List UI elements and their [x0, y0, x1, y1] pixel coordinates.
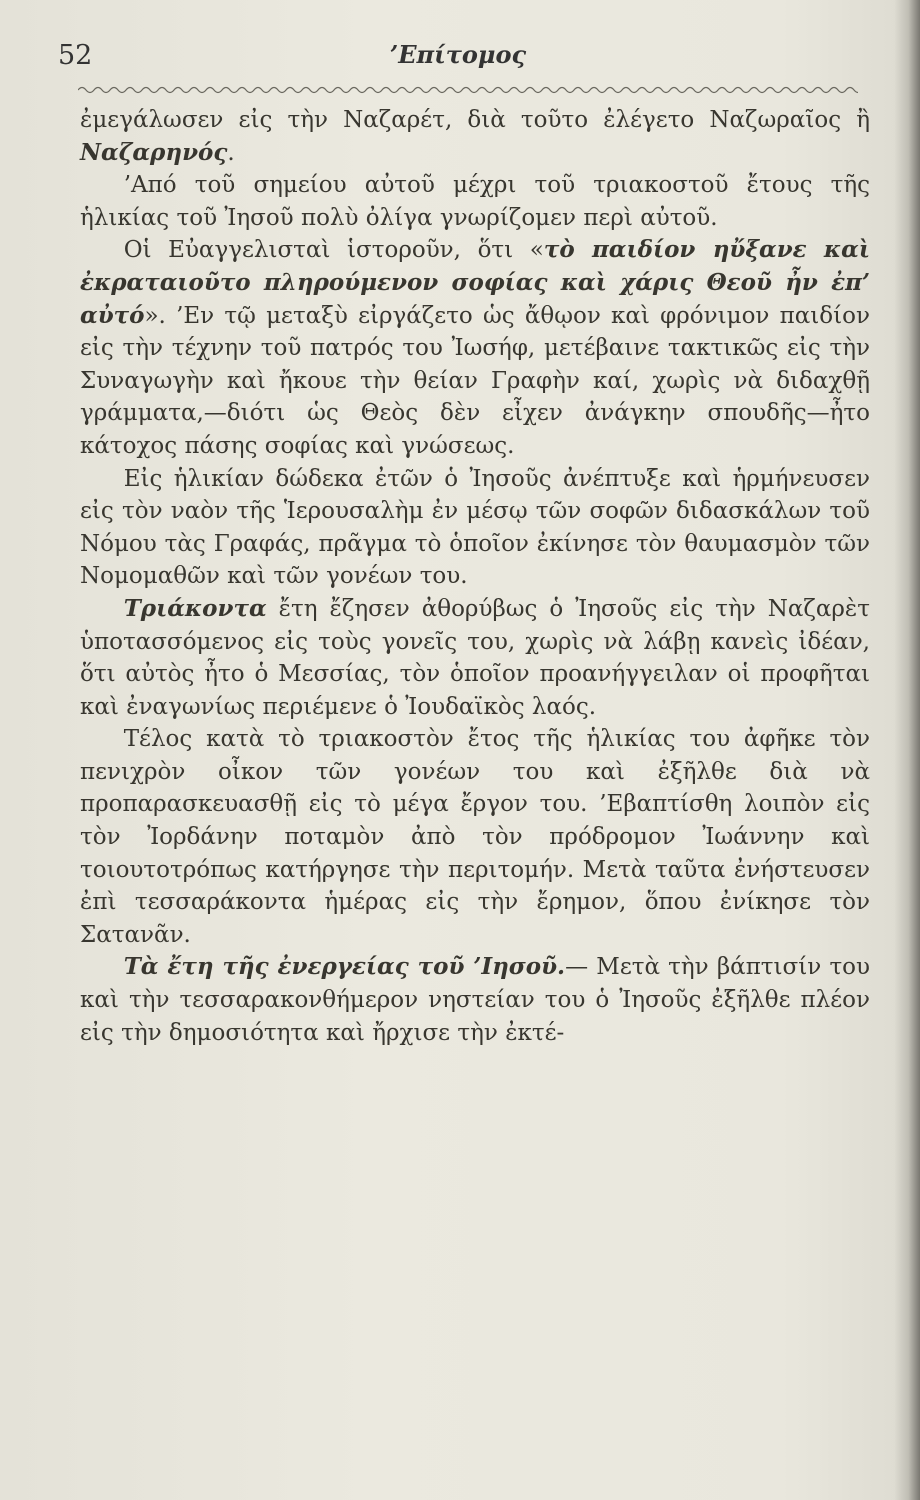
section-heading: Τὰ ἔτη τῆς ἐνεργείας τοῦ ’Ιησοῦ. [123, 953, 566, 981]
paragraph: Εἰς ἡλικίαν δώδεκα ἐτῶν ὁ Ἰησοῦς ἀνέπτυξε καὶ ἡρμήνευσεν εἰς τὸν ναὸν τῆς Ἱερουσαλὴμ ἐν μέσῳ τῶν σοφῶν διδασκάλων τοῦ Νόμου τὰς Γραφάς, πρᾶγμα τὸ ὁποῖον ἐκίνησε τὸν θαυμασμὸν τῶν Νομομαθῶν καὶ τῶν γονέων του. [80, 465, 870, 590]
paragraph: Οἱ Εὐαγγελισταὶ ἱστοροῦν, ὅτι «τὸ παιδίον ηὔξανε καὶ ἐκραταιοῦτο πληρούμενον σοφίας καὶ χάρις Θεοῦ ἦν ἐπ’ αὐτό». ’Εν τῷ μεταξὺ εἰργάζετο ὡς ἄθῳον καὶ φρόνιμον παιδίον εἰς τὴν τέχνην τοῦ πατρός του Ἰωσήφ, μετέβαινε τακτικῶς εἰς τὴν Συναγωγὴν καὶ ἤκουε τὴν θείαν Γραφὴν καί, χωρὶς νὰ διδαχθῇ γράμματα,—διότι ὡς Θεὸς δὲν εἶχεν ἀνάγκην σπουδῆς—ἦτο κάτοχος πάσης σοφίας καὶ γνώσεως. [80, 236, 870, 459]
paragraph: ’Από τοῦ σημείου αὐτοῦ μέχρι τοῦ τριακοστοῦ ἔτους τῆς ἡλικίας τοῦ Ἰησοῦ πολὺ ὀλίγα γνωρίζομεν περὶ αὐτοῦ. [80, 172, 870, 231]
emphasized-text: Τριάκοντα [123, 594, 267, 622]
spine-shadow [894, 0, 920, 1500]
page-header [58, 38, 858, 78]
paragraph: Τὰ ἔτη τῆς ἐνεργείας τοῦ ’Ιησοῦ.— Μετὰ τὴν βάπτισίν του καὶ τὴν τεσσαρακονθήμερον νηστείαν του ὁ Ἰησοῦς ἐξῆλθε πλέον εἰς τὴν δημοσιότητα καὶ ἤρχισε τὴν ἐκτέ- [80, 953, 870, 1046]
emphasized-quote: τὸ παιδίον ηὔξανε καὶ ἐκραταιοῦτο πληρούμενον σοφίας καὶ χάρις Θεοῦ ἦν ἐπ’ αὐτό [80, 236, 870, 329]
running-title: ’Επίτομος [389, 40, 527, 69]
page-number: 52 [58, 40, 93, 71]
emphasized-text: Ναζαρηνός [80, 138, 228, 166]
paragraph: ἐμεγάλωσεν εἰς τὴν Ναζαρέτ, διὰ τοῦτο ἐλέγετο Ναζωραῖος ἢ Ναζαρηνός. [80, 107, 870, 166]
wavy-rule [78, 84, 858, 96]
paragraph: Τριάκοντα ἔτη ἔζησεν ἀθορύβως ὁ Ἰησοῦς εἰς τὴν Ναζαρὲτ ὑποτασσόμενος εἰς τοὺς γονεῖς του, χωρὶς νὰ λάβῃ κανεὶς ἰδέαν, ὅτι αὐτὸς ἦτο ὁ Μεσσίας, τὸν ὁποῖον προανήγγειλαν οἱ προφῆται καὶ ἐναγωνίως περιέμενε ὁ Ἰουδαϊκὸς λαός. [80, 594, 870, 720]
body-text [80, 104, 870, 1049]
paragraph: Τέλος κατὰ τὸ τριακοστὸν ἔτος τῆς ἡλικίας του ἀφῆκε τὸν πενιχρὸν οἶκον τῶν γονέων του καὶ ἐξῆλθε διὰ νὰ προπαρασκευασθῇ εἰς τὸ μέγα ἔργον του. ’Εβαπτίσθη λοιπὸν εἰς τὸν Ἰορδάνην ποταμὸν ἀπὸ τὸν πρόδρομον Ἰωάννην καὶ τοιουτοτρόπως κατήργησε τὴν περιτομήν. Μετὰ ταῦτα ἐνήστευσεν ἐπὶ τεσσαράκοντα ἡμέρας εἰς τὴν ἔρημον, ὅπου ἐνίκησε τὸν Σατανᾶν. [80, 726, 870, 948]
